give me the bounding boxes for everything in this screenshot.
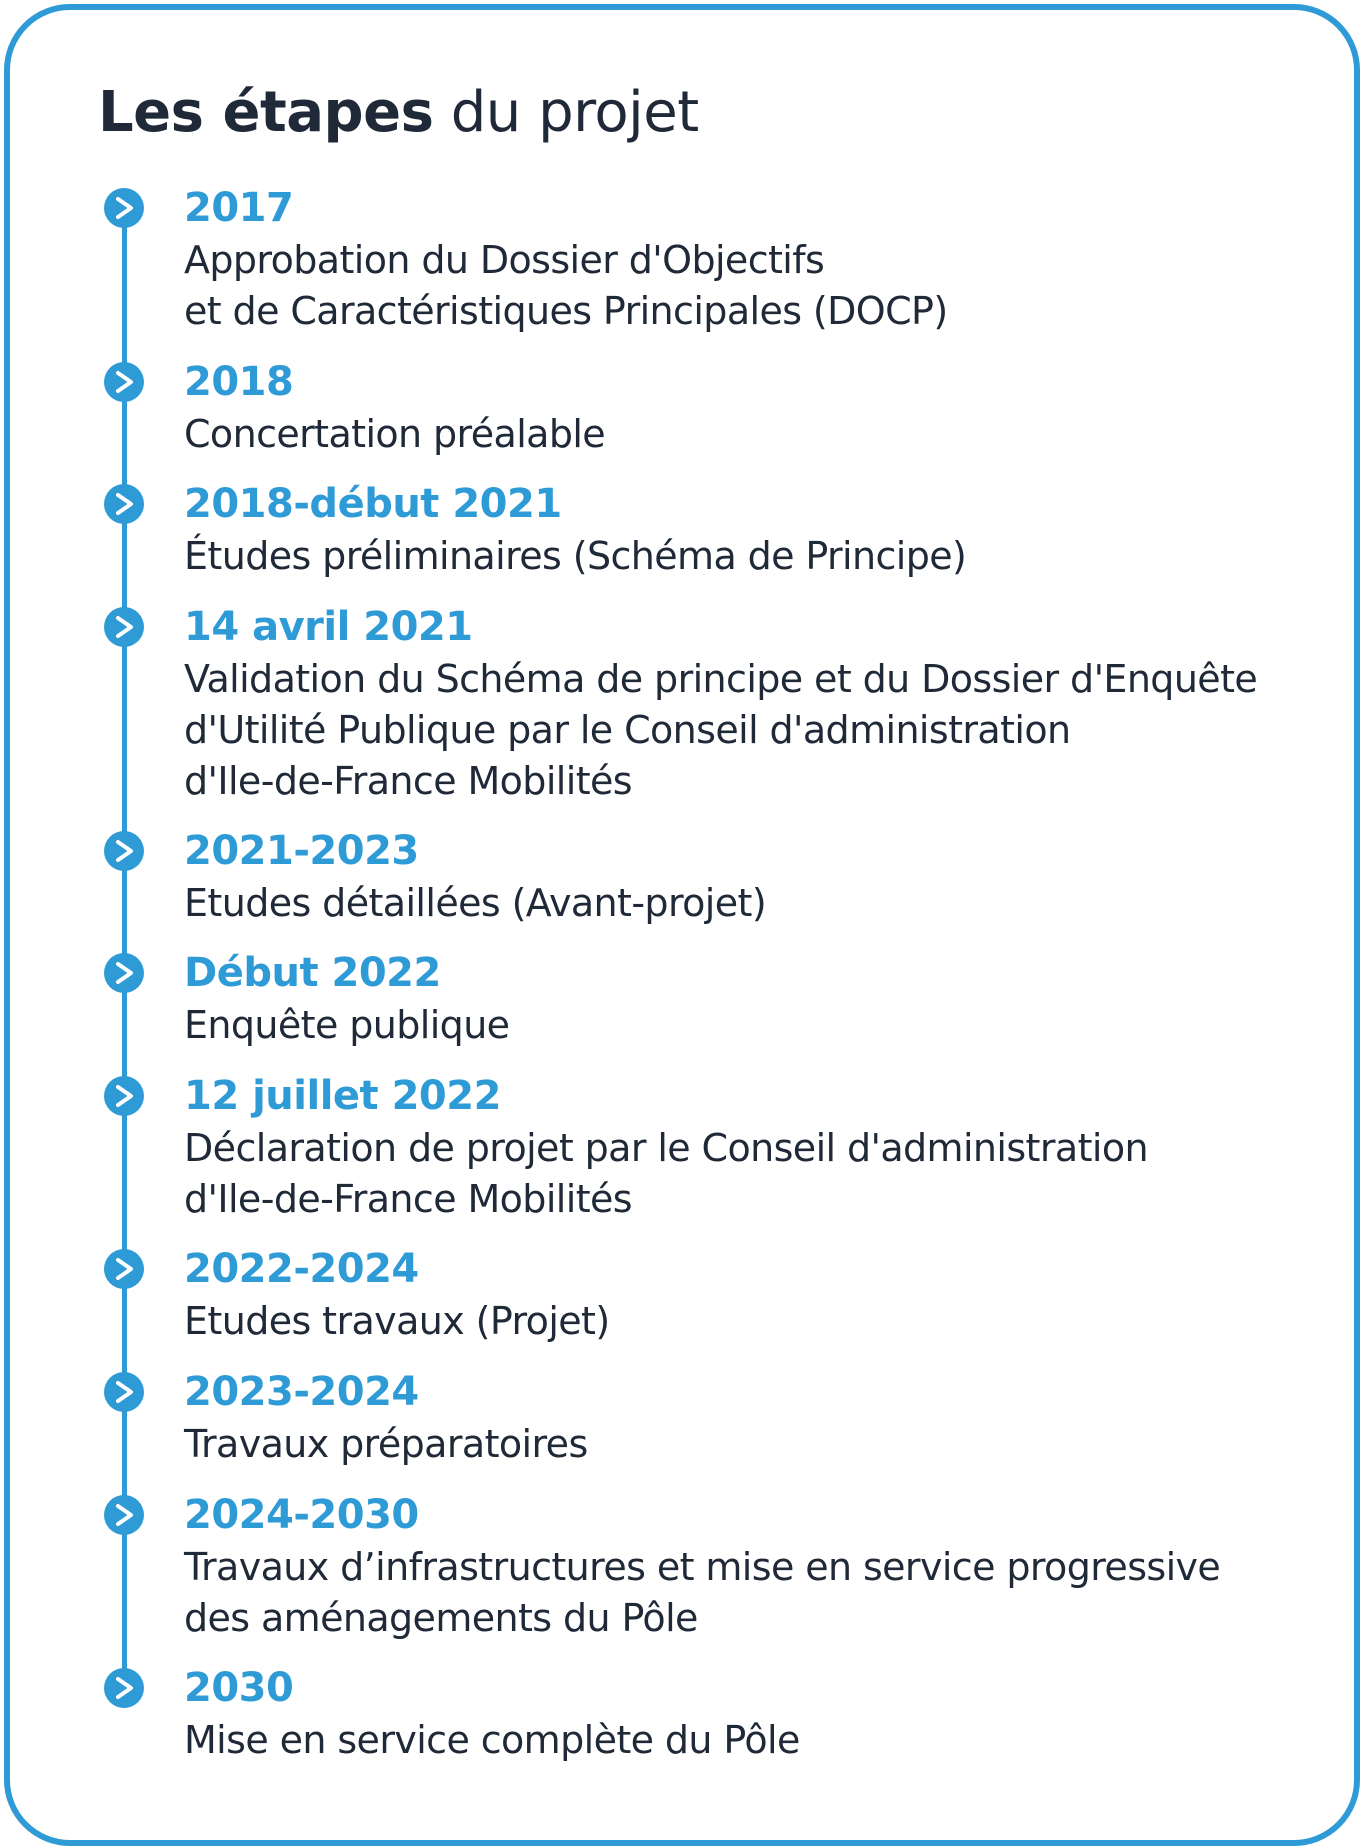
- step-description: [184, 1000, 509, 1051]
- step-description-line: Études préliminaires (Schéma de Principe): [184, 534, 967, 578]
- title-light: du projet: [433, 80, 699, 145]
- chevron-right-icon: [104, 1076, 144, 1116]
- title-strong: Les étapes: [98, 80, 434, 145]
- step-description: [184, 1123, 1148, 1225]
- step-description-line: et de Caractéristiques Principales (DOCP): [184, 289, 948, 333]
- step-date: 2018-début 2021: [184, 481, 562, 527]
- step-date: 2017: [184, 185, 294, 231]
- chevron-right-icon: [104, 1668, 144, 1708]
- step-description: [184, 1419, 588, 1470]
- step-description: [184, 1296, 610, 1347]
- chevron-right-icon: [104, 1372, 144, 1412]
- timeline-line: [122, 200, 127, 1680]
- step-description-line: d'Ile-de-France Mobilités: [184, 1177, 632, 1221]
- step-description-line: Etudes travaux (Projet): [184, 1299, 610, 1343]
- step-date: 2023-2024: [184, 1369, 419, 1415]
- chevron-right-icon: [104, 953, 144, 993]
- step-description-line: Travaux d’infrastructures et mise en service progressive: [184, 1545, 1221, 1589]
- step-description-line: Approbation du Dossier d'Objectifs: [184, 238, 825, 282]
- step-date: 2022-2024: [184, 1246, 419, 1292]
- step-date: 2018: [184, 359, 294, 405]
- step-description-line: Validation du Schéma de principe et du Dossier d'Enquête: [184, 657, 1258, 701]
- chevron-right-icon: [104, 188, 144, 228]
- step-description: [184, 878, 766, 929]
- chevron-right-icon: [104, 484, 144, 524]
- step-description: [184, 409, 605, 460]
- chevron-right-icon: [104, 607, 144, 647]
- step-description: [184, 1715, 800, 1766]
- step-description: [184, 654, 1257, 807]
- step-description-line: Etudes détaillées (Avant-projet): [184, 881, 767, 925]
- step-date: 2024-2030: [184, 1492, 419, 1538]
- step-description-line: d'Utilité Publique par le Conseil d'administration: [184, 708, 1071, 752]
- step-description-line: Travaux préparatoires: [184, 1422, 588, 1466]
- step-date: 14 avril 2021: [184, 604, 473, 650]
- page-title: [98, 78, 699, 148]
- step-date: 2021-2023: [184, 828, 419, 874]
- step-description: [184, 1542, 1220, 1644]
- chevron-right-icon: [104, 1249, 144, 1289]
- chevron-right-icon: [104, 362, 144, 402]
- step-date: Début 2022: [184, 950, 441, 996]
- step-date: 12 juillet 2022: [184, 1073, 501, 1119]
- step-description-line: Enquête publique: [184, 1003, 510, 1047]
- step-date: 2030: [184, 1665, 294, 1711]
- step-description: [184, 235, 948, 337]
- chevron-right-icon: [104, 1495, 144, 1535]
- step-description-line: Mise en service complète du Pôle: [184, 1718, 800, 1762]
- step-description: [184, 531, 966, 582]
- chevron-right-icon: [104, 831, 144, 871]
- step-description-line: Concertation préalable: [184, 412, 606, 456]
- step-description-line: Déclaration de projet par le Conseil d'administration: [184, 1126, 1148, 1170]
- step-description-line: d'Ile-de-France Mobilités: [184, 759, 632, 803]
- step-description-line: des aménagements du Pôle: [184, 1596, 698, 1640]
